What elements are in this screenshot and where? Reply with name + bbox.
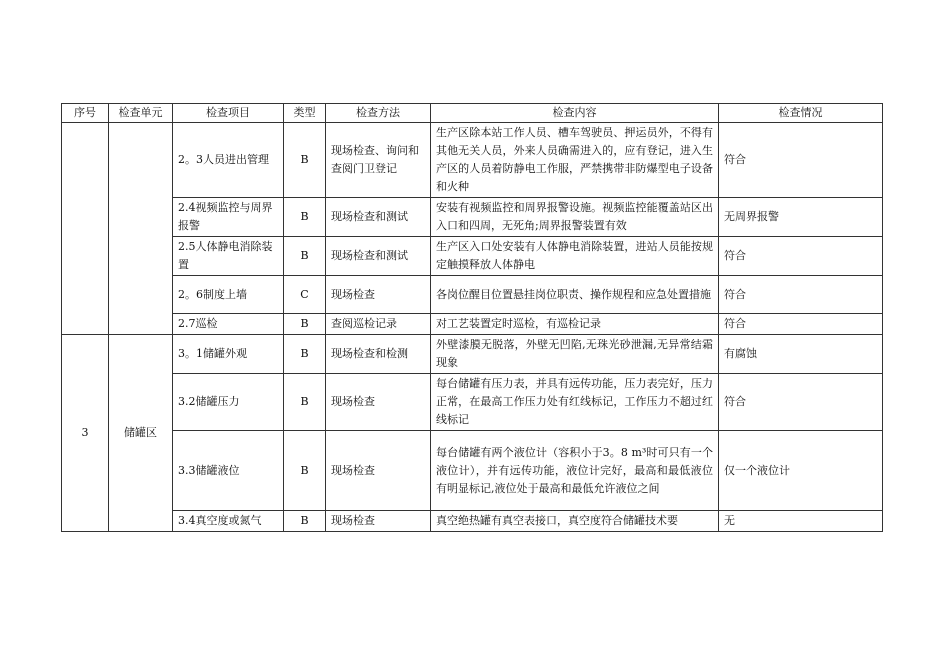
row-content: 每台储罐有两个液位计（容积小于3。8 m³时可只有一个液位计），并有远传功能，液位计完好，最高和最低液位有明显标记,液位处于最高和最低允许液位之间: [431, 431, 719, 511]
row-content: 生产区除本站工作人员、槽车驾驶员、押运员外，不得有其他无关人员，外来人员确需进入的，应有登记，进入生产区的人员着防静电工作服，严禁携带非防爆型电子设备和火种: [431, 123, 719, 198]
row-content: 每台储罐有压力表，并具有远传功能，压力表完好，压力正常，在最高工作压力处有红线标记，工作压力不超过红线标记: [431, 374, 719, 431]
row-method: 现场检查和测试: [326, 198, 431, 237]
table-row: [62, 237, 883, 276]
row-item: 2.7巡检: [173, 314, 284, 335]
row-result: 无: [719, 511, 883, 532]
row-unit: 储罐区: [109, 335, 173, 532]
row-type: B: [284, 314, 326, 335]
row-type: B: [284, 431, 326, 511]
row-type: B: [284, 335, 326, 374]
row-content: 对工艺装置定时巡检，有巡检记录: [431, 314, 719, 335]
table-row: [62, 335, 883, 374]
row-method: 现场检查、询问和查阅门卫登记: [326, 123, 431, 198]
row-no: [62, 123, 109, 335]
row-method: 现场检查和检测: [326, 335, 431, 374]
table-row: [62, 374, 883, 431]
table-row: [62, 511, 883, 532]
row-item: 3。1储罐外观: [173, 335, 284, 374]
row-method: 现场检查: [326, 511, 431, 532]
row-type: B: [284, 198, 326, 237]
row-method: 现场检查: [326, 431, 431, 511]
table-row: [62, 431, 883, 511]
row-item: 3.3储罐液位: [173, 431, 284, 511]
header-result: 检查情况: [719, 104, 883, 123]
row-method: 查阅巡检记录: [326, 314, 431, 335]
row-result: 有腐蚀: [719, 335, 883, 374]
row-content: 安装有视频监控和周界报警设施。视频监控能覆盖站区出入口和四周，无死角;周界报警装置有效: [431, 198, 719, 237]
row-type: B: [284, 123, 326, 198]
row-unit: [109, 123, 173, 335]
table-row: [62, 314, 883, 335]
row-content: 各岗位醒目位置悬挂岗位职责、操作规程和应急处置措施: [431, 276, 719, 314]
row-method: 现场检查和测试: [326, 237, 431, 276]
row-result: 无周界报警: [719, 198, 883, 237]
table-row: [62, 276, 883, 314]
row-item: 2。3人员进出管理: [173, 123, 284, 198]
header-content: 检查内容: [431, 104, 719, 123]
row-result: 符合: [719, 237, 883, 276]
row-method: 现场检查: [326, 374, 431, 431]
row-content: 生产区入口处安装有人体静电消除装置，进站人员能按规定触摸释放人体静电: [431, 237, 719, 276]
row-item: 2.5人体静电消除装置: [173, 237, 284, 276]
header-no: 序号: [62, 104, 109, 123]
row-result: 符合: [719, 314, 883, 335]
row-item: 3.2储罐压力: [173, 374, 284, 431]
header-type: 类型: [284, 104, 326, 123]
row-content: 外壁漆膜无脱落，外壁无凹陷,无珠光砂泄漏,无异常结霜现象: [431, 335, 719, 374]
table-row: [62, 123, 883, 198]
row-item: 2.4视频监控与周界报警: [173, 198, 284, 237]
header-row: [62, 104, 883, 123]
row-result: 符合: [719, 276, 883, 314]
header-item: 检查项目: [173, 104, 284, 123]
header-unit: 检查单元: [109, 104, 173, 123]
row-type: B: [284, 237, 326, 276]
row-item: 2。6制度上墙: [173, 276, 284, 314]
row-item: 3.4真空度或氮气: [173, 511, 284, 532]
row-result: 符合: [719, 374, 883, 431]
row-no: 3: [62, 335, 109, 532]
table-row: [62, 198, 883, 237]
row-result: 仅一个液位计: [719, 431, 883, 511]
row-method: 现场检查: [326, 276, 431, 314]
row-type: C: [284, 276, 326, 314]
row-type: B: [284, 511, 326, 532]
inspection-table: [61, 103, 883, 532]
row-type: B: [284, 374, 326, 431]
row-content: 真空绝热罐有真空表接口，真空度符合储罐技术要: [431, 511, 719, 532]
header-method: 检查方法: [326, 104, 431, 123]
row-result: 符合: [719, 123, 883, 198]
